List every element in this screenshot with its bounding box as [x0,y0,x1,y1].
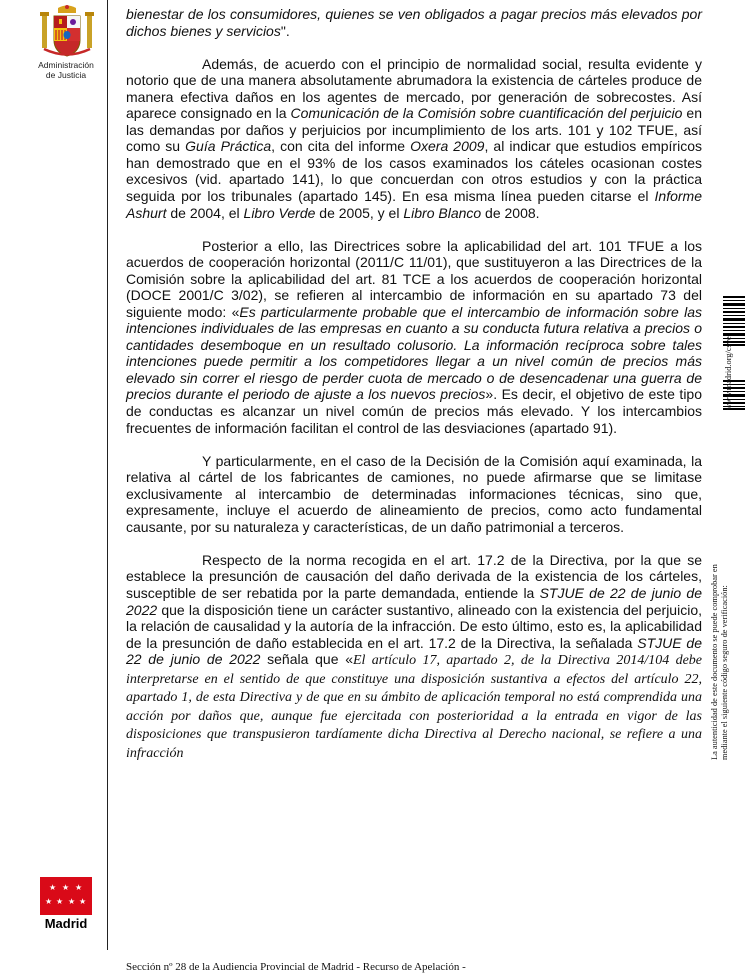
citation: Libro Verde [243,204,316,221]
verification-note [710,390,730,760]
quote-close: ". [280,22,290,39]
text-run: Posterior a ello, las Directrices sobre la aplicabilidad del art. 101 TFUE a los acuerdos de cooperación horizontal (2011/C 11/01), que sustituyeron a las Directrices de la Comisión sobre la aplicabilidad del art. 81 TCE a los acuerdos de cooperación horizontal (DOCE 2001/C 3/02), se refieren al intercambio de información en su apartado 73 del siguiente modo: « [126,237,702,320]
star-icon: ★ [62,883,70,892]
text-run: , al indicar que estudios empíricos han demostrado que en el 93% de los casos examinados los cáteles ocasionan costes excesivos (vid. apartado 141), lo que concuerdan con otros estudios y con la práctica seguida por los tribunales (apartado 145). En esa misma línea pueden citarse el [126,138,702,204]
verification-line2: mediante el siguiente código seguro de verificación: [720,585,729,760]
text-run: de 2004, el [166,204,244,221]
star-icon: ★ [56,897,64,906]
coat-of-arms-icon [36,4,98,60]
text-run: señala que « [260,651,353,668]
citation: Oxera 2009 [410,138,485,155]
quotation: Es particularmente probable que el intercambio de información sobre las intenciones individuales de las empresas en cuanto a su conducta futura relativa a precios o cantidades desemboque en un resultado colusorio. La información recíproca sobre tales intenciones puede permitir a los competidores llegar a un nivel común de precios más elevado sin correr el riesgo de perder cuota de mercado o de desencadenar una guerra de precios durante el periodo de ajuste a los nuevos precios [126,303,702,403]
paragraph-0 [126,6,702,39]
text-run: ». Es decir, el objetivo de este tipo de conductas es alcanzar un nivel común de precios más elevado. Y los intercambios frecuentes de información facilitan el control de las desviaciones (apartado 91). [126,386,703,436]
citation: STJUE de 22 de junio de 2022 [126,584,702,618]
citation: Comunicación de la Comisión sobre cuantificación del perjuicio [290,105,683,122]
star-icon: ★ [45,897,53,906]
star-icon: ★ [68,897,76,906]
crest-label-line1: Administración [38,60,94,70]
comunidad-madrid-logo [40,877,92,915]
text-run: Respecto de la norma recogida en el art. 17.2 de la Directiva, por la que se establece la presunción de causación del daño derivada de la existencia de los cárteles, susceptible de ser rebatida por la parte demandada, entiende la [126,551,702,601]
citation: Libro Blanco [403,204,482,221]
quote-end: bienestar de los consumidores, quienes se ven obligados a pagar precios más elevados por dichos bienes y servicios [126,6,702,39]
crest-label-line2: de Justicia [45,70,87,80]
paragraph-1 [126,56,702,221]
text-run: de 2005, y el [315,204,404,221]
text-run: , con cita del informe [271,138,411,155]
sidebar-divider [107,0,108,950]
region-label: Madrid [44,916,88,931]
star-icon: ★ [49,883,57,892]
star-icon: ★ [79,897,87,906]
quotation: El artículo 17, apartado 2, de la Directiva 2014/104 debe interpretarse en el sentido de que constituye una disposición sustantiva a efectos del artículo 22, apartado 1, de esta Directiva y de que en su ámbito de aplicación temporal no está comprendida una acción por daños que, aunque fue ejercitada con posterioridad a la entrada en vigor de las disposiciones que transpusieron tardíamente dicha Directiva al Derecho nacional, se refiere a una infracción [126,653,702,761]
text-run: que la disposición tiene un carácter sustantivo, alineado con la existencia del perjuicio, la relación de causalidad y la autoría de la infracción. De esto último, esto es, la aplicabilidad de la presunción de daño establecida en el art. 17.2 de la Directiva, la señalada [126,601,702,651]
star-icon: ★ [75,883,83,892]
page-footer: Sección nº 28 de la Audiencia Provincial de Madrid - Recurso de Apelación - [126,961,466,973]
citation: STJUE de 22 de junio de 2022 [126,634,702,668]
paragraph-3: Y particularmente, en el caso de la Decisión de la Comisión aquí examinada, la relativa al cártel de los fabricantes de camiones, no puede afirmarse que se limitase exclusivamente al intercambio de determinadas informaciones técnicas, sino que, expresamente, incluye el acuerdo de alineamiento de precios, como acto fundamental causante, por su naturaleza y características, de un daño patrimonial a terceros. [126,452,702,535]
verification-url: www.madrid.org/csve [724,336,733,410]
document-body [126,6,702,762]
text-run: de 2008. [481,204,540,221]
crest-label [20,60,112,80]
text-run: Además, de acuerdo con el principio de normalidad social, resulta evidente y notorio que de una manera absolutamente abrumadora la existencia de cárteles produce de manera efectiva daños en los agentes de mercado, por generación de sobrecostes. Así aparece consignado en la [126,55,702,122]
paragraph-2 [126,238,702,437]
citation: Informe Ashurt [126,187,702,221]
citation: Guía Práctica [185,138,272,155]
text-run: en las demandas por daños y perjuicios por incumplimiento de los arts. 101 y 102 TFUE, así como su [126,105,703,155]
verification-line1: La autenticidad de este documento se puede comprobar en [710,564,719,760]
paragraph-4 [126,552,702,763]
